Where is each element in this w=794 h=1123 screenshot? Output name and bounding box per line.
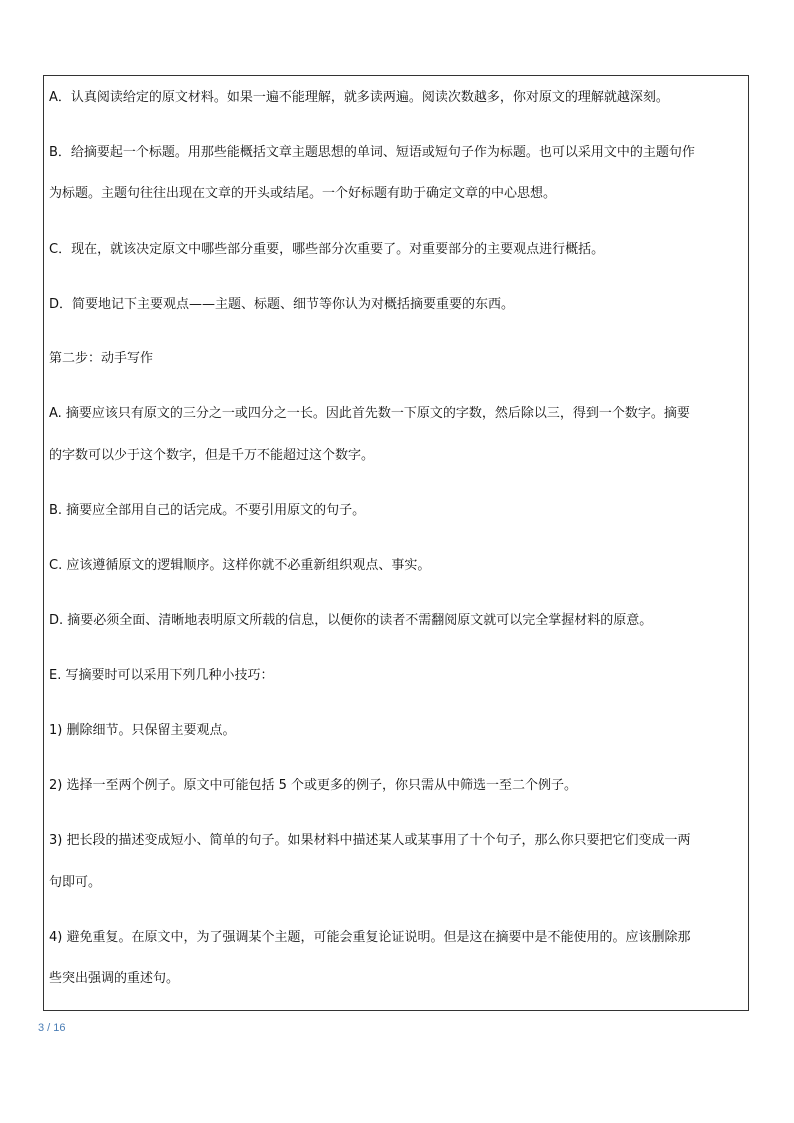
text-line: 为标题。主题句往往出现在文章的开头或结尾。一个好标题有助于确定文章的中心思想。 [49, 186, 557, 201]
text-line: B. 摘要应全部用自己的话完成。不要引用原文的句子。 [49, 503, 366, 518]
text-line: B．给摘要起一个标题。用那些能概括文章主题思想的单词、短语或短句子作为标题。也可以采用文中的主题句作 [49, 145, 695, 160]
content-frame [43, 75, 749, 1011]
text-line: 3) 把长段的描述变成短小、简单的句子。如果材料中描述某人或某事用了十个句子，那么你只要把它们变成一两 [49, 833, 691, 848]
text-line: 2) 选择一至两个例子。原文中可能包括 5 个或更多的例子，你只需从中筛选一至二个例子。 [49, 778, 578, 793]
section-heading: 第二步：动手写作 [49, 351, 154, 366]
page-number: 3 / 16 [38, 1022, 66, 1034]
text-line: A．认真阅读给定的原文材料。如果一遍不能理解，就多读两遍。阅读次数越多，你对原文的理解就越深刻。 [49, 90, 669, 105]
text-line: 1) 删除细节。只保留主要观点。 [49, 723, 236, 738]
text-line: 些突出强调的重述句。 [49, 971, 180, 986]
text-line: D．简要地记下主要观点——主题、标题、细节等你认为对概括摘要重要的东西。 [49, 297, 515, 312]
text-line: D. 摘要必须全面、清晰地表明原文所载的信息，以便你的读者不需翻阅原文就可以完全掌握材料的原意。 [49, 613, 653, 628]
text-line: 句即可。 [49, 875, 102, 890]
text-line: E. 写摘要时可以采用下列几种小技巧： [49, 668, 274, 683]
text-line: 的字数可以少于这个数字，但是千万不能超过这个数字。 [49, 448, 375, 463]
text-line: 4) 避免重复。在原文中，为了强调某个主题，可能会重复论证说明。但是这在摘要中是不能使用的。应该删除那 [49, 930, 691, 945]
text-line: C．现在，就该决定原文中哪些部分重要，哪些部分次重要了。对重要部分的主要观点进行概括。 [49, 242, 605, 257]
text-line: A. 摘要应该只有原文的三分之一或四分之一长。因此首先数一下原文的字数，然后除以三，得到一个数字。摘要 [49, 406, 690, 421]
text-line: C. 应该遵循原文的逻辑顺序。这样你就不必重新组织观点、事实。 [49, 558, 431, 573]
